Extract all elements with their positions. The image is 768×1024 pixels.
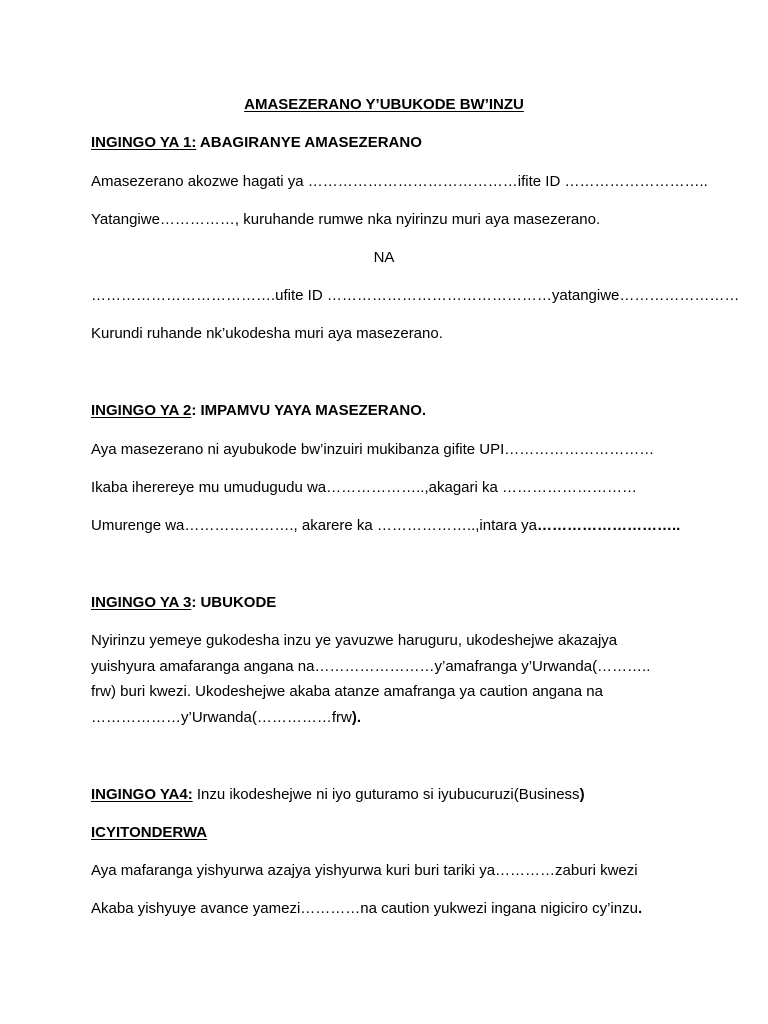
article1-heading-title: ABAGIRANYE AMASEZERANO <box>196 134 422 151</box>
article3-line-4-text: ………………y’Urwanda(……………frw <box>91 709 352 726</box>
article4-heading-text: Inzu ikodeshejwe ni iyo guturamo si iyubucuruzi(Business <box>192 786 580 803</box>
article1-na: NA <box>373 249 395 266</box>
article2-heading-title: : IMPAMVU YAYA MASEZERANO. <box>191 402 427 419</box>
article1-tenant-line: ……………………………….ufite ID ………………………………………yatangiwe…………………… <box>91 287 740 304</box>
article2-heading-prefix: INGINGO YA 2 <box>91 402 192 419</box>
article4-heading-end: ) <box>579 786 585 803</box>
article3-line-2: yuishyura amafaranga angana na……………………y’amafranga y’Urwanda(……….. <box>91 658 651 675</box>
article2-district-text: Umurenge wa…………………., akarere ka ………………..,intara ya <box>91 517 537 534</box>
document-title: AMASEZERANO Y’UBUKODE BW’INZU <box>244 96 524 113</box>
article3-line-4-end: ). <box>351 709 362 726</box>
article4-heading-prefix: INGINGO YA4: <box>91 786 193 803</box>
icyitonderwa-advance-end: . <box>637 900 643 917</box>
article2-heading <box>91 402 426 420</box>
article3-line-3: frw) buri kwezi. Ukodeshejwe akaba atanze amafranga ya caution angana na <box>91 683 603 700</box>
article1-heading <box>91 134 422 152</box>
article3-heading-title: : UBUKODE <box>191 594 277 611</box>
article1-heading-prefix: INGINGO YA 1: <box>91 134 197 151</box>
icyitonderwa-advance-text: Akaba yishyuye avance yamezi…………na caution yukwezi ingana nigiciro cy’inzu <box>91 900 638 917</box>
article3-line-1: Nyirinzu yemeye gukodesha inzu ye yavuzwe haruguru, ukodeshejwe akazajya <box>91 632 618 649</box>
article2-district-line <box>91 517 680 535</box>
article2-upi-line: Aya masezerano ni ayubukode bw’inzuiri mukibanza gifite UPI………………………… <box>91 441 655 458</box>
article2-district-blank: ……………………….. <box>536 517 681 534</box>
article2-location-line: Ikaba iherereye mu umudugudu wa………………..,akagari ka ……………………… <box>91 479 638 496</box>
article3-line-4 <box>91 709 361 727</box>
article3-heading-prefix: INGINGO YA 3 <box>91 594 192 611</box>
icyitonderwa-payment-line: Aya mafaranga yishyurwa azajya yishyurwa kuri buri tariki ya…………zaburi kwezi <box>91 862 638 879</box>
icyitonderwa-advance-line <box>91 900 642 918</box>
article1-tenant-role-line: Kurundi ruhande nk’ukodesha muri aya masezerano. <box>91 325 443 342</box>
article1-parties-line: Amasezerano akozwe hagati ya ……………………………………ifite ID ……………………….. <box>91 173 708 190</box>
icyitonderwa-heading: ICYITONDERWA <box>91 824 208 841</box>
article1-landlord-line: Yatangiwe……………, kuruhande rumwe nka nyirinzu muri aya masezerano. <box>91 211 601 228</box>
article4-heading <box>91 786 585 804</box>
article3-heading <box>91 594 276 612</box>
